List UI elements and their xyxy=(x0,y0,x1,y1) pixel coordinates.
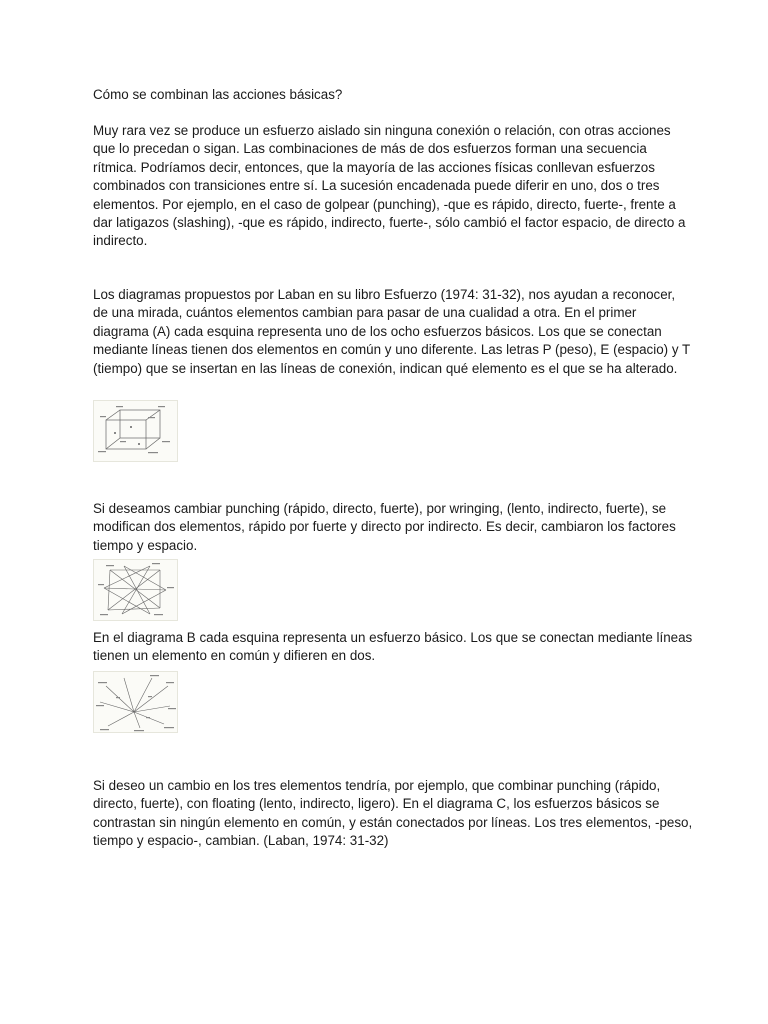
cube-diagram-icon xyxy=(94,401,178,462)
diagram-c-image xyxy=(93,671,178,733)
paragraph-diagram-c: Si deseo un cambio en los tres elementos tendría, por ejemplo, que combinar punching (rápido, directo, fuerte), con floating (lento, indirecto, ligero). En el diagrama C, los esfuerzos básicos se contrastan sin ningún elemento en común, y están conectados por líneas. Los tres elementos, -peso, tiempo y espacio-, cambian. (Laban, 1974: 31-32) xyxy=(93,778,693,849)
star-burst-diagram-icon xyxy=(94,672,178,733)
crossed-lines-diagram-icon xyxy=(94,560,178,621)
section-heading: Cómo se combinan las acciones básicas? xyxy=(93,87,343,102)
paragraph-diagram-b: En el diagrama B cada esquina representa un esfuerzo básico. Los que se conectan mediante líneas tienen un elemento en común y difieren en dos. xyxy=(93,630,693,664)
paragraph-intro: Muy rara vez se produce un esfuerzo aislado sin ninguna conexión o relación, con otras acciones que lo precedan o sigan. Las combinaciones de más de dos esfuerzos forman una secuencia rítmica. Podríamos decir, entonces, que la mayoría de las acciones físicas conllevan esfuerzos combinados con transiciones entre sí. La sucesión encadenada puede diferir en uno, dos o tres elementos. Por ejemplo, en el caso de golpear (punching), -que es rápido, directo, fuerte-, frente a dar latigazos (slashing), -que es rápido, indirecto, fuerte-, sólo cambió el factor espacio, de directo a indirecto. xyxy=(93,123,686,249)
paragraph-diagram-a: Los diagramas propuestos por Laban en su libro Esfuerzo (1974: 31-32), nos ayudan a reconocer, de una mirada, cuántos elementos cambian para pasar de una cualidad a otra. En el primer diagrama (A) cada esquina representa uno de los ocho esfuerzos básicos. Los que se conectan mediante líneas tienen dos elementos en común y uno diferente. Las letras P (peso), E (espacio) y T (tiempo) que se insertan en las líneas de conexión, indican qué elemento es el que se ha alterado. xyxy=(93,287,690,376)
diagram-a-image xyxy=(93,400,178,462)
diagram-b-image xyxy=(93,559,178,621)
paragraph-diagram-punching: Si deseamos cambiar punching (rápido, directo, fuerte), por wringing, (lento, indirecto, fuerte), se modifican dos elementos, rápido por fuerte y directo por indirecto. Es decir, cambiaron los factores tiempo y espacio. xyxy=(93,501,676,553)
